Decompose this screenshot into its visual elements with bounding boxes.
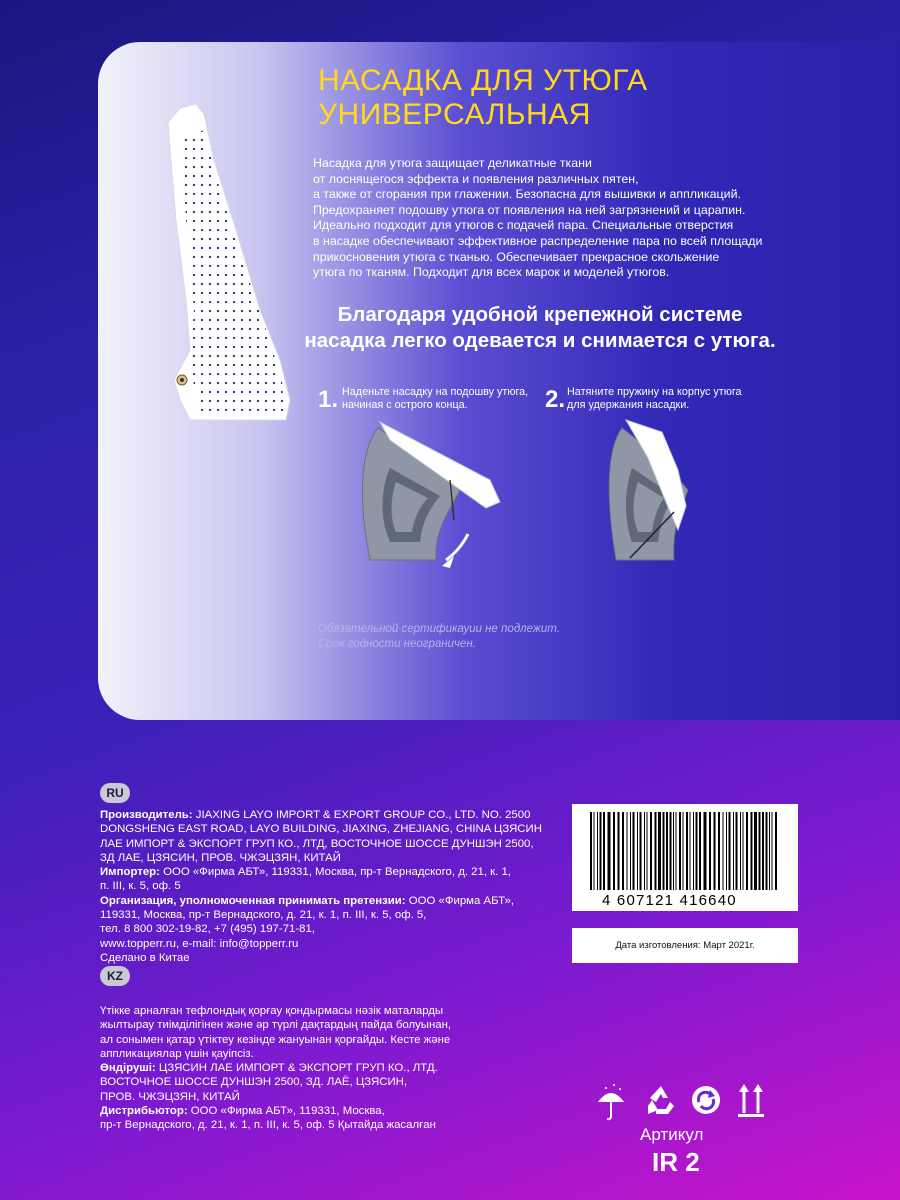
kz-text: Үтікке арналған тефлондық қорғау қондырмасы нәзік маталарды — [100, 1005, 444, 1017]
org-text: тел. 8 800 302-19-82, +7 (495) 197-71-81, — [100, 923, 315, 936]
barcode-bar — [618, 812, 620, 890]
this-way-up-icon — [736, 1082, 766, 1118]
barcode-bar — [650, 812, 652, 890]
kz-text: аппликациялар үшін қауіпсіз. — [100, 1047, 254, 1060]
importer-label: Импортер: — [100, 866, 160, 879]
barcode-bar — [733, 812, 734, 890]
barcode-bar — [600, 812, 602, 890]
description-line: утюга по тканям. Подходит для всех марок и моделей утюгов. — [313, 265, 670, 280]
recycling-loop-icon — [690, 1084, 722, 1116]
barcode-bar — [613, 812, 615, 890]
barcode-bar — [772, 812, 773, 890]
barcode-bar — [627, 812, 628, 890]
barcode-bar — [683, 812, 684, 890]
step-1-line-2: начиная с острого конца. — [342, 399, 468, 411]
ru-info — [100, 808, 570, 965]
barcode-bar — [726, 812, 727, 890]
distributor-text: ООО «Фирма АБТ», 119331, Москва, — [187, 1105, 385, 1118]
product-description — [313, 156, 773, 281]
barcode-bar — [704, 812, 707, 890]
barcode-bar — [676, 812, 677, 890]
barcode-bar — [766, 812, 768, 890]
barcode-bar — [630, 812, 631, 890]
barcode-bar — [709, 812, 711, 890]
article-label: Артикул — [640, 1125, 704, 1144]
step-1-line-1: Наденьте насадку на подошву утюга, — [342, 386, 529, 398]
barcode-bar — [590, 812, 592, 890]
kz-text: ал сонымен қатар үтіктеу кезінде жануынан қорғайды. Кесте және — [100, 1033, 451, 1046]
umbrella-icon — [596, 1082, 626, 1122]
importer-text: ООО «Фирма АБТ», 119331, Москва, пр-т Вернадского, д. 21, к. 1, — [159, 866, 511, 879]
manufacture-date: Дата изготовления: Март 2021г. — [572, 928, 798, 963]
iron-plate-image — [150, 100, 300, 430]
kz-badge: KZ — [100, 966, 130, 986]
barcode-bar — [751, 812, 753, 890]
barcode-bar — [658, 812, 661, 890]
description-line: в насадке обеспечивают эффективное распределение пара по всей площади — [313, 233, 763, 248]
description-line: Идеально подходит для утюгов с подачей пара. Специальные отверстия — [313, 218, 734, 233]
barcode-bar — [673, 812, 674, 890]
barcode-bar — [690, 812, 691, 890]
barcode-bar — [769, 812, 770, 890]
step-2-iron-illustration — [600, 410, 710, 580]
barcode-bar — [746, 812, 748, 890]
barcode — [572, 804, 798, 911]
kz-text: жылтырау тиімділігінен және әр түрлі дақтардың пайда болуынан, — [100, 1019, 452, 1032]
barcode-bar — [655, 812, 657, 890]
title-line-2: УНИВЕРСАЛЬНАЯ — [318, 98, 591, 131]
barcode-bar — [699, 812, 701, 890]
step-1-iron-illustration — [350, 410, 520, 580]
barcode-bar — [775, 812, 777, 890]
step-1-number: 1. — [318, 386, 339, 413]
barcode-bar — [759, 812, 761, 890]
barcode-bar — [754, 812, 757, 890]
barcode-bar — [637, 812, 638, 890]
title-line-1: НАСАДКА ДЛЯ УТЮГА — [318, 64, 648, 97]
barcode-bar — [644, 812, 645, 890]
step-2-line-2: для удержания насадки. — [567, 399, 690, 411]
made-in-text: Сделано в Китае — [100, 951, 190, 964]
barcode-bar — [663, 812, 665, 890]
article-code: IR 2 — [652, 1147, 700, 1177]
barcode-bar — [666, 812, 668, 890]
barcode-bar — [679, 812, 681, 890]
barcode-bar — [736, 812, 738, 890]
barcode-bar — [633, 812, 635, 890]
recycle-icon — [644, 1084, 678, 1116]
org-text: www.topperr.ru, e-mail: info@topperr.ru — [100, 937, 299, 950]
barcode-bar — [608, 812, 611, 890]
barcode-bar — [603, 812, 605, 890]
certification-note — [318, 622, 560, 651]
barcode-bar — [718, 812, 720, 890]
org-text: 119331, Москва, пр-т Вернадского, д. 21, к. 1, п. III, к. 5, оф. 5, — [100, 909, 427, 922]
note-line-1: Обязательной сертификауии не подлежит. — [318, 623, 560, 635]
barcode-bar — [647, 812, 648, 890]
description-line: от лоснящегося эффекта и появления различных пятен, — [313, 171, 639, 186]
step-2-number: 2. — [545, 386, 566, 413]
producer-text: DONGSHENG EAST ROAD, LAYO BUILDING, JIAXING, ZHEJIANG, CHINA ЦЗЯСИН — [100, 823, 542, 836]
barcode-bar — [723, 812, 724, 890]
barcode-bar — [594, 812, 595, 890]
barcode-bar — [762, 812, 764, 890]
product-title — [318, 64, 648, 132]
kz-info — [100, 1004, 570, 1133]
org-text: ООО «Фирма АБТ», — [405, 894, 515, 907]
headline-line-1: Благодаря удобной крепежной системе — [337, 303, 743, 326]
description-line: Насадка для утюга защищает деликатные ткани — [313, 156, 592, 170]
maker-text: ПРОВ. ЧЖЭЦЗЯН, КИТАЙ — [100, 1090, 240, 1103]
barcode-bar — [729, 812, 731, 890]
maker-label: Өндіруші: — [100, 1062, 156, 1075]
producer-text: ЗД ЛАЕ, ЦЗЯСИН, ПРОВ. ЧЖЭЦЗЯН, КИТАЙ — [100, 851, 341, 864]
producer-text: ЛАЕ ИМПОРТ & ЭКСПОРТ ГРУП КО., ЛТД, ВОСТОЧНОЕ ШОССЕ ДУНШЭН 2500, — [100, 837, 534, 850]
description-line: прикосновения утюга с тканью. Обеспечивает прекрасное скольжение — [313, 249, 720, 264]
producer-text: JIAXING LAYO IMPORT & EXPORT GROUP CO., LTD. NO. 2500 — [192, 809, 531, 821]
step-1-text — [342, 386, 528, 412]
distributor-label: Дистрибьютор: — [100, 1105, 188, 1118]
headline-line-2: насадка легко одевается и снимается с утюга. — [304, 329, 776, 352]
barcode-bar — [743, 812, 744, 890]
org-label: Организация, уполномоченная принимать претензии: — [100, 894, 406, 907]
barcode-bar — [696, 812, 698, 890]
barcode-bar — [740, 812, 741, 890]
ru-badge: RU — [100, 783, 130, 803]
barcode-bar — [686, 812, 688, 890]
maker-text: ВОСТОЧНОЕ ШОССЕ ДУНШЭН 2500, ЗД. ЛАЁ, ЦЗЯСИН, — [100, 1076, 408, 1089]
step-2-line-1: Натяните пружину на корпус утюга — [567, 386, 742, 398]
step-2-text — [567, 386, 742, 412]
note-line-2: Срок годности неограничен. — [318, 637, 476, 650]
description-line: Предохраняет подошву утюга от появления на ней загрязнений и царапин. — [313, 202, 746, 217]
distributor-text: пр-т Вернадского, д. 21, к. 1, п. III, к. 5, оф. 5 Қытайда жасалған — [100, 1119, 436, 1132]
barcode-bar — [597, 812, 598, 890]
barcode-bar — [714, 812, 716, 890]
barcode-digits: 4 607121 416640 — [602, 892, 737, 909]
producer-label: Производитель: — [100, 809, 193, 821]
maker-text: ЦЗЯСИН ЛАЕ ИМПОРТ & ЭКСПОРТ ГРУП КО., ЛТД. — [155, 1062, 438, 1075]
fastening-headline — [290, 302, 790, 354]
barcode-bar — [640, 812, 642, 890]
barcode-bar — [693, 812, 694, 890]
barcode-bars — [590, 812, 780, 892]
importer-text: п. III, к. 5, оф. 5 — [100, 880, 181, 893]
description-line: а также от сгорания при глажении. Безопасна для вышивки и аппликаций. — [313, 187, 741, 202]
barcode-bar — [670, 812, 672, 890]
barcode-bar — [622, 812, 624, 890]
